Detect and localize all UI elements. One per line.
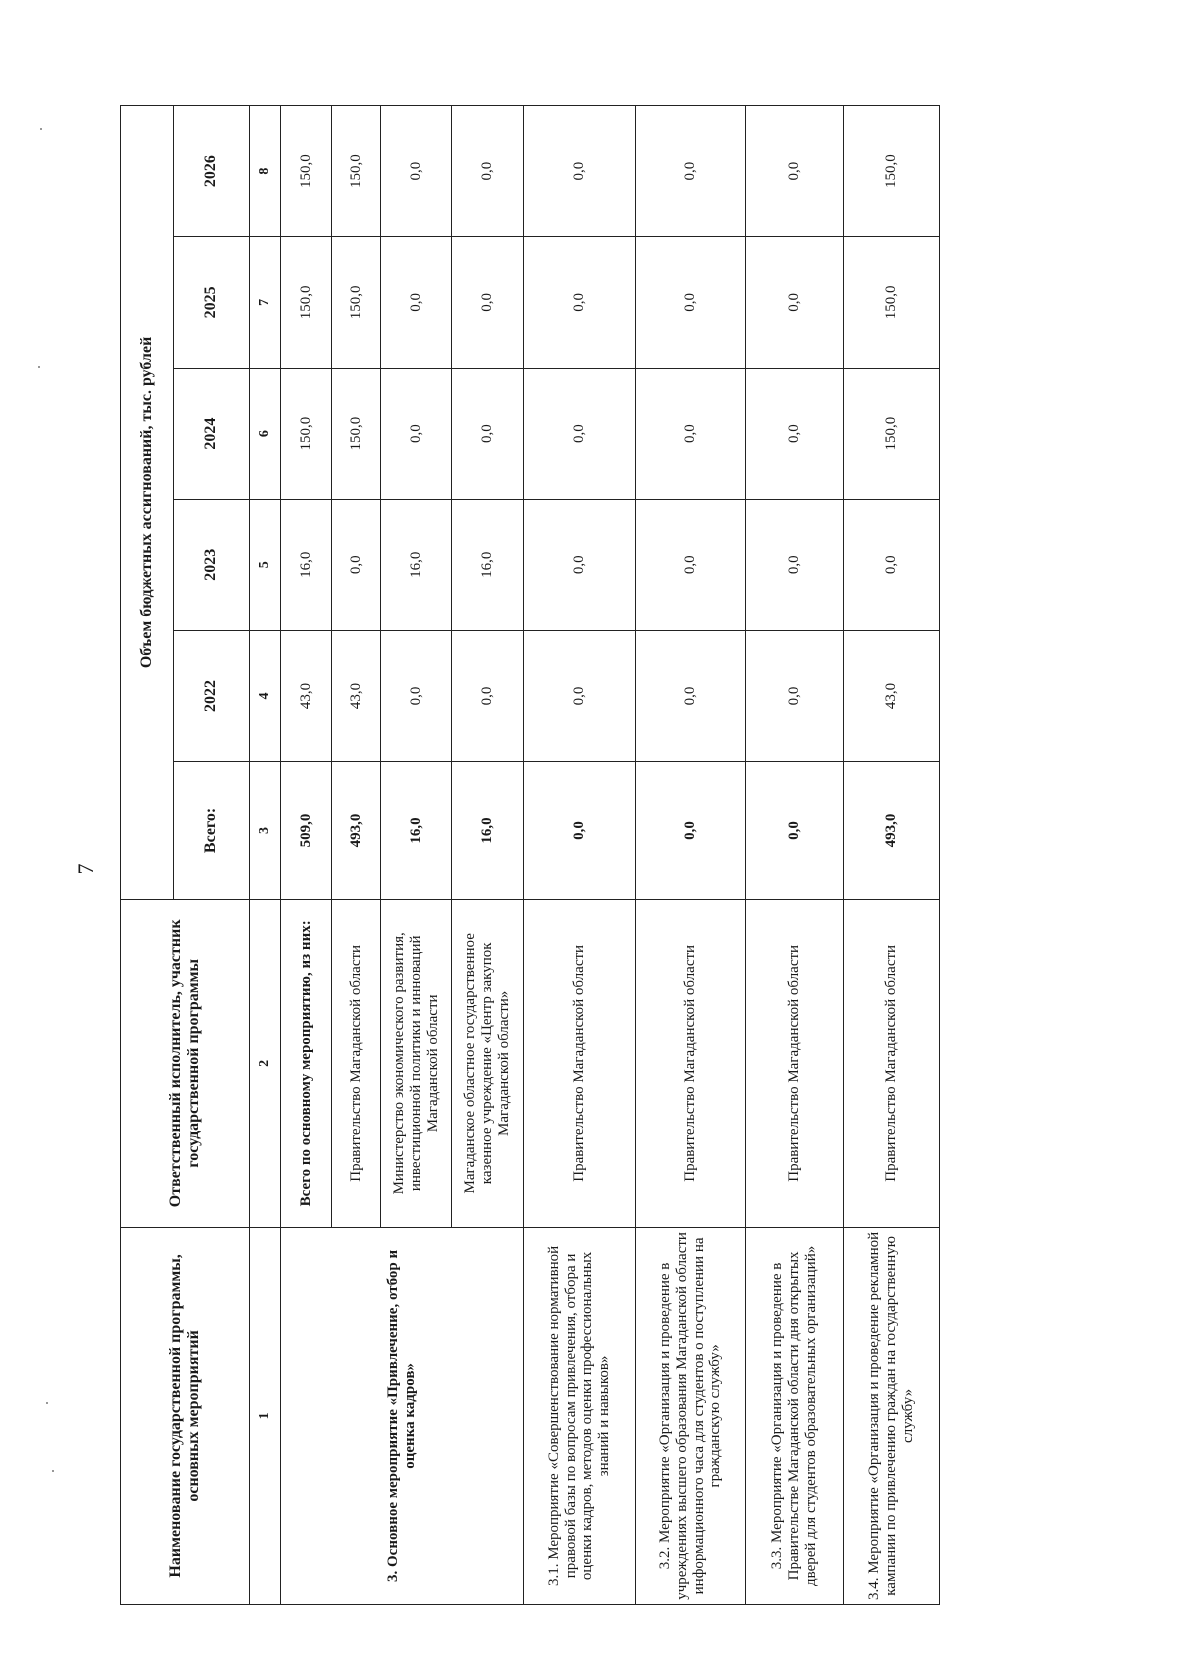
header-total: Всего:	[174, 762, 249, 900]
header-year: 2024	[174, 368, 249, 499]
page-number: 7	[73, 863, 98, 875]
activity-name: 3.2. Мероприятие «Организация и проведение в учреждениях высшего образования Магаданской области информационного часа для студентов о поступлении на гражданскую службу»	[636, 1227, 746, 1604]
value-cell: 16,0	[281, 499, 332, 630]
executor-cell: Магаданское областное государственное казенное учреждение «Центр закупок Магаданской области»	[452, 899, 523, 1227]
column-number: 4	[249, 630, 281, 761]
value-cell: 0,0	[381, 237, 452, 368]
value-cell: 0,0	[381, 368, 452, 499]
column-number: 6	[249, 368, 281, 499]
value-cell: 0,0	[332, 499, 381, 630]
scan-speck	[52, 1470, 54, 1472]
value-cell: 0,0	[636, 499, 746, 630]
value-total: 16,0	[381, 762, 452, 900]
executor-cell: Министерство экономического развития, инвестиционной политики и инноваций Магаданской области	[381, 899, 452, 1227]
value-cell: 150,0	[332, 106, 381, 237]
value-cell: 0,0	[636, 368, 746, 499]
column-number: 3	[249, 762, 281, 900]
value-total: 16,0	[452, 762, 523, 900]
value-cell: 0,0	[746, 237, 844, 368]
value-cell: 150,0	[281, 106, 332, 237]
scan-speck	[40, 128, 42, 130]
value-cell: 0,0	[746, 106, 844, 237]
activity-name: 3.4. Мероприятие «Организация и проведение рекламной кампании по привлечению граждан на государственную службу»	[844, 1227, 940, 1604]
executor-cell: Правительство Магаданской области	[844, 899, 940, 1227]
value-cell: 150,0	[281, 368, 332, 499]
table-row	[281, 106, 332, 1605]
value-cell: 0,0	[523, 106, 635, 237]
table-row	[746, 106, 844, 1605]
budget-table-rotated	[120, 105, 940, 1605]
value-cell: 0,0	[452, 237, 523, 368]
value-total: 493,0	[332, 762, 381, 900]
column-number: 8	[249, 106, 281, 237]
value-cell: 0,0	[636, 106, 746, 237]
value-cell: 150,0	[281, 237, 332, 368]
value-cell: 0,0	[523, 368, 635, 499]
value-total: 509,0	[281, 762, 332, 900]
table-row	[636, 106, 746, 1605]
value-cell: 150,0	[332, 368, 381, 499]
value-cell: 0,0	[523, 499, 635, 630]
value-cell: 0,0	[523, 237, 635, 368]
executor-cell: Правительство Магаданской области	[746, 899, 844, 1227]
header-year: 2025	[174, 237, 249, 368]
column-number: 7	[249, 237, 281, 368]
value-cell: 0,0	[381, 106, 452, 237]
value-cell: 0,0	[452, 106, 523, 237]
value-cell: 43,0	[844, 630, 940, 761]
value-cell: 0,0	[746, 368, 844, 499]
scan-speck	[38, 366, 40, 368]
header-name: Наименование государственной программы, основных мероприятий	[121, 1227, 250, 1604]
scan-speck	[46, 1402, 48, 1404]
value-cell: 16,0	[452, 499, 523, 630]
header-budget: Объем бюджетных ассигнований, тыс. рублей	[121, 106, 174, 900]
executor-cell: Правительство Магаданской области	[636, 899, 746, 1227]
value-cell: 43,0	[281, 630, 332, 761]
value-total: 493,0	[844, 762, 940, 900]
value-total: 0,0	[523, 762, 635, 900]
header-executor: Ответственный исполнитель, участник государственной программы	[121, 899, 250, 1227]
header-year: 2023	[174, 499, 249, 630]
value-cell: 0,0	[746, 499, 844, 630]
value-cell: 43,0	[332, 630, 381, 761]
budget-table	[120, 105, 940, 1605]
executor-cell: Всего по основному мероприятию, из них:	[281, 899, 332, 1227]
column-number: 5	[249, 499, 281, 630]
value-cell: 0,0	[452, 368, 523, 499]
value-cell: 0,0	[636, 630, 746, 761]
value-cell: 0,0	[746, 630, 844, 761]
value-cell: 150,0	[844, 106, 940, 237]
value-cell: 0,0	[381, 630, 452, 761]
value-cell: 150,0	[844, 237, 940, 368]
executor-cell: Правительство Магаданской области	[523, 899, 635, 1227]
table-row	[523, 106, 635, 1605]
column-number: 2	[249, 899, 281, 1227]
value-cell: 0,0	[452, 630, 523, 761]
column-number: 1	[249, 1227, 281, 1604]
header-year: 2022	[174, 630, 249, 761]
activity-name: 3.3. Мероприятие «Организация и проведение в Правительстве Магаданской области дня открытых дверей для студентов образовательных организаций»	[746, 1227, 844, 1604]
value-total: 0,0	[746, 762, 844, 900]
value-cell: 16,0	[381, 499, 452, 630]
table-row	[844, 106, 940, 1605]
main-activity-name: 3. Основное мероприятие «Привлечение, отбор и оценка кадров»	[281, 1227, 524, 1604]
activity-name: 3.1. Мероприятие «Совершенствование нормативной правовой базы по вопросам привлечения, отбора и оценки кадров, методов оценки профессиональных знаний и навыков»	[523, 1227, 635, 1604]
value-cell: 0,0	[636, 237, 746, 368]
header-year: 2026	[174, 106, 249, 237]
value-total: 0,0	[636, 762, 746, 900]
value-cell: 0,0	[844, 499, 940, 630]
value-cell: 0,0	[523, 630, 635, 761]
executor-cell: Правительство Магаданской области	[332, 899, 381, 1227]
value-cell: 150,0	[332, 237, 381, 368]
value-cell: 150,0	[844, 368, 940, 499]
